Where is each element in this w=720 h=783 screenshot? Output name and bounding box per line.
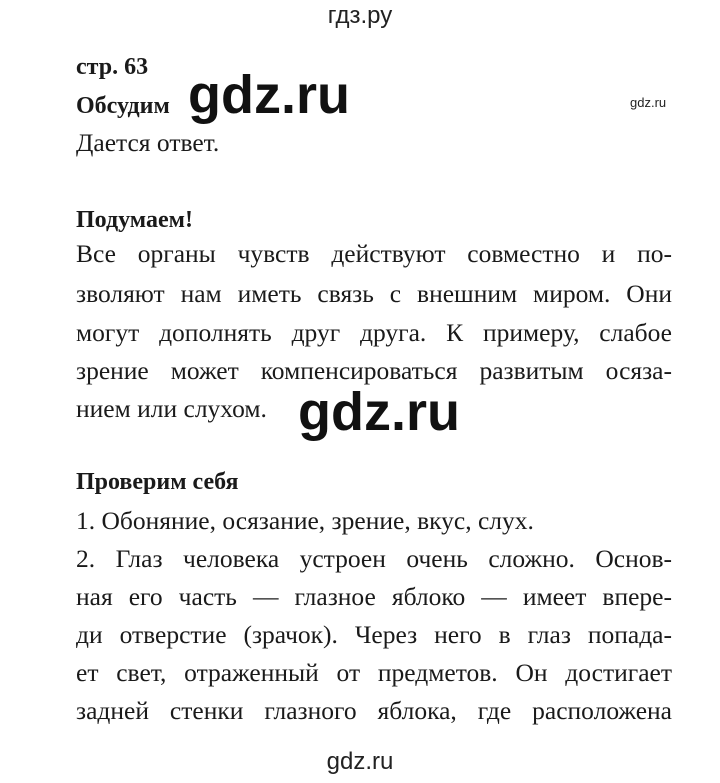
section-heading-think: Подумаем!	[76, 207, 193, 233]
text-line: зволяют нам иметь связь с внешним миром. Они	[76, 281, 672, 308]
text-line: нием или слухом.	[76, 394, 267, 423]
text-line: могут дополнять друг друга. К примеру, слабое	[76, 320, 672, 347]
site-footer: gdz.ru	[326, 748, 394, 775]
text-line: 1. Обоняние, осязание, зрение, вкус, слух.	[76, 506, 534, 535]
text-line: ди отверстие (зрачок). Через него в глаз попада-	[76, 622, 672, 649]
text-line: Все органы чувств действуют совместно и по-	[76, 241, 672, 268]
text-line: ная его часть — глазное яблоко — имеет впере-	[76, 584, 672, 611]
text-line: 2. Глаз человека устроен очень сложно. Основ-	[76, 546, 672, 573]
watermark-large-middle: gdz.ru	[298, 382, 460, 442]
text-line: ет свет, отраженный от предметов. Он достигает	[76, 660, 672, 687]
text-line: Дается ответ.	[76, 128, 220, 157]
watermark-small: gdz.ru	[630, 95, 667, 110]
text-line: зрение может компенсироваться развитым осяза-	[76, 358, 672, 385]
page-reference: стр. 63	[76, 54, 149, 80]
site-header: гдз.ру	[327, 2, 393, 29]
watermark-large-top: gdz.ru	[188, 65, 350, 125]
section-heading-discuss: Обсудим	[76, 93, 170, 119]
text-line: задней стенки глазного яблока, где расположена	[76, 698, 672, 725]
section-heading-check: Проверим себя	[76, 469, 239, 495]
